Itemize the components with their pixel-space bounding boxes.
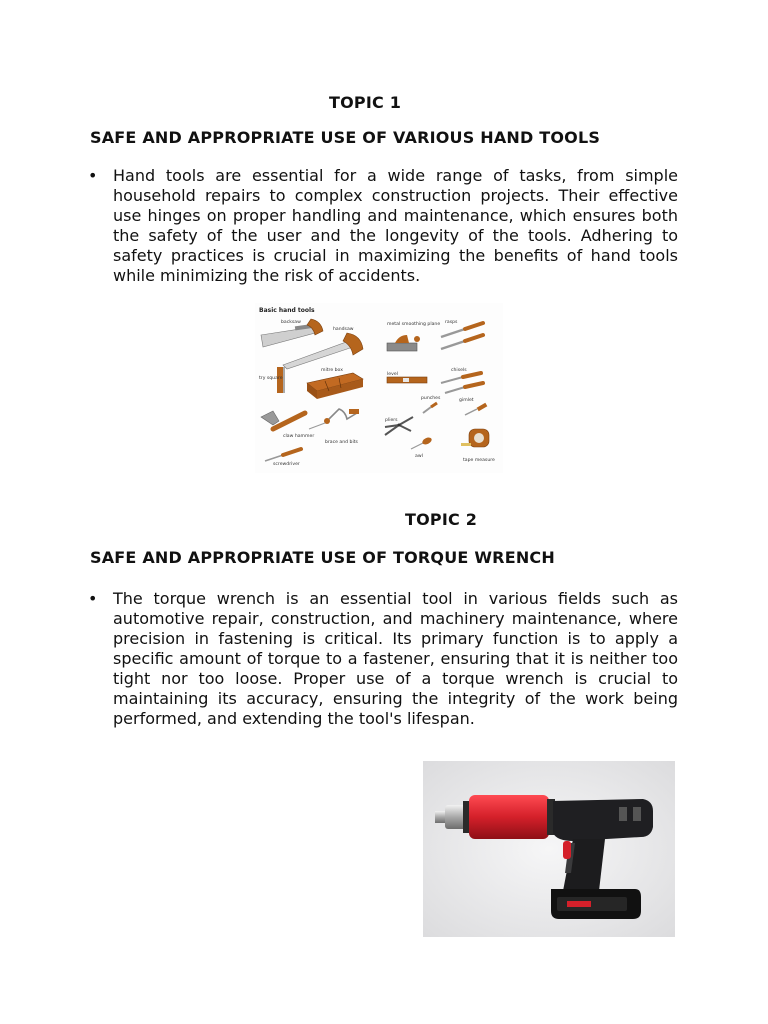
gimlet-illustration (465, 403, 487, 415)
label-plane: metal smoothing plane (387, 322, 441, 327)
label-pliers: pliers (385, 418, 398, 423)
brace-bits-illustration (309, 409, 359, 429)
label-gimlet: gimlet (459, 398, 474, 403)
torque-wrench-photo (423, 761, 675, 937)
topic-2-bullet (88, 589, 678, 729)
red-gearbox (469, 795, 549, 839)
claw-hammer-illustration (261, 411, 305, 429)
topic-2-label: TOPIC 2 (405, 510, 478, 529)
label-claw-hammer: claw hammer (283, 434, 315, 439)
label-brace-bits: brace and bits (325, 440, 358, 445)
label-awl: awl (415, 454, 423, 459)
mitre-box-illustration (307, 373, 363, 399)
label-mitre-box: mitre box (321, 368, 343, 373)
label-tape-measure: tape measure (463, 458, 495, 463)
label-chisels: chisels (451, 368, 467, 373)
level-illustration (387, 377, 427, 383)
label-handsaw: handsaw (333, 327, 354, 332)
topic-1-bullet (88, 166, 678, 286)
rasps-illustration (441, 323, 483, 349)
plane-illustration (387, 335, 420, 351)
topic-1-paragraph: Hand tools are essential for a wide range of tasks, from simple household repairs to complex construction projects. Their effective use hinges on proper handling and maintenance, which ensures both the safety of the user and the longevity of the tools. Adhering to safety practices is crucial in maximizing the benefits of hand tools while minimizing the risk of accidents. (113, 166, 678, 285)
label-try-square: try square (259, 376, 283, 381)
topic-2-paragraph: The torque wrench is an essential tool in various fields such as automotive repair, construction, and machinery maintenance, where precision in fastening is critical. Its primary function is to apply a specific amount of torque to a fastener, ensuring that it is neither too tight nor too loose. Proper use of a torque wrench is crucial to maintaining its accuracy, ensuring the integrity of the work being performed, and extending the tool's lifespan. (113, 589, 678, 728)
chisels-illustration (441, 373, 483, 393)
tape-measure-illustration (461, 429, 489, 447)
trigger (563, 841, 571, 859)
label-level: level (387, 372, 398, 377)
label-rasps: rasps (445, 320, 458, 325)
awl-illustration (411, 436, 433, 449)
topic-1-label: TOPIC 1 (329, 93, 402, 112)
figure-title: Basic hand tools (259, 307, 315, 314)
punches-illustration (423, 403, 437, 413)
label-backsaw: backsaw (281, 320, 301, 325)
screwdriver-illustration (265, 449, 301, 461)
topic-2-title: SAFE AND APPROPRIATE USE OF TORQUE WRENCH (90, 548, 555, 567)
bullet-icon: • (88, 589, 98, 608)
hand-tools-figure (255, 303, 503, 473)
label-screwdriver: screwdriver (273, 462, 300, 467)
label-punches: punches (421, 396, 441, 401)
topic-1-title: SAFE AND APPROPRIATE USE OF VARIOUS HAND TOOLS (90, 128, 601, 147)
bullet-icon: • (88, 166, 98, 185)
